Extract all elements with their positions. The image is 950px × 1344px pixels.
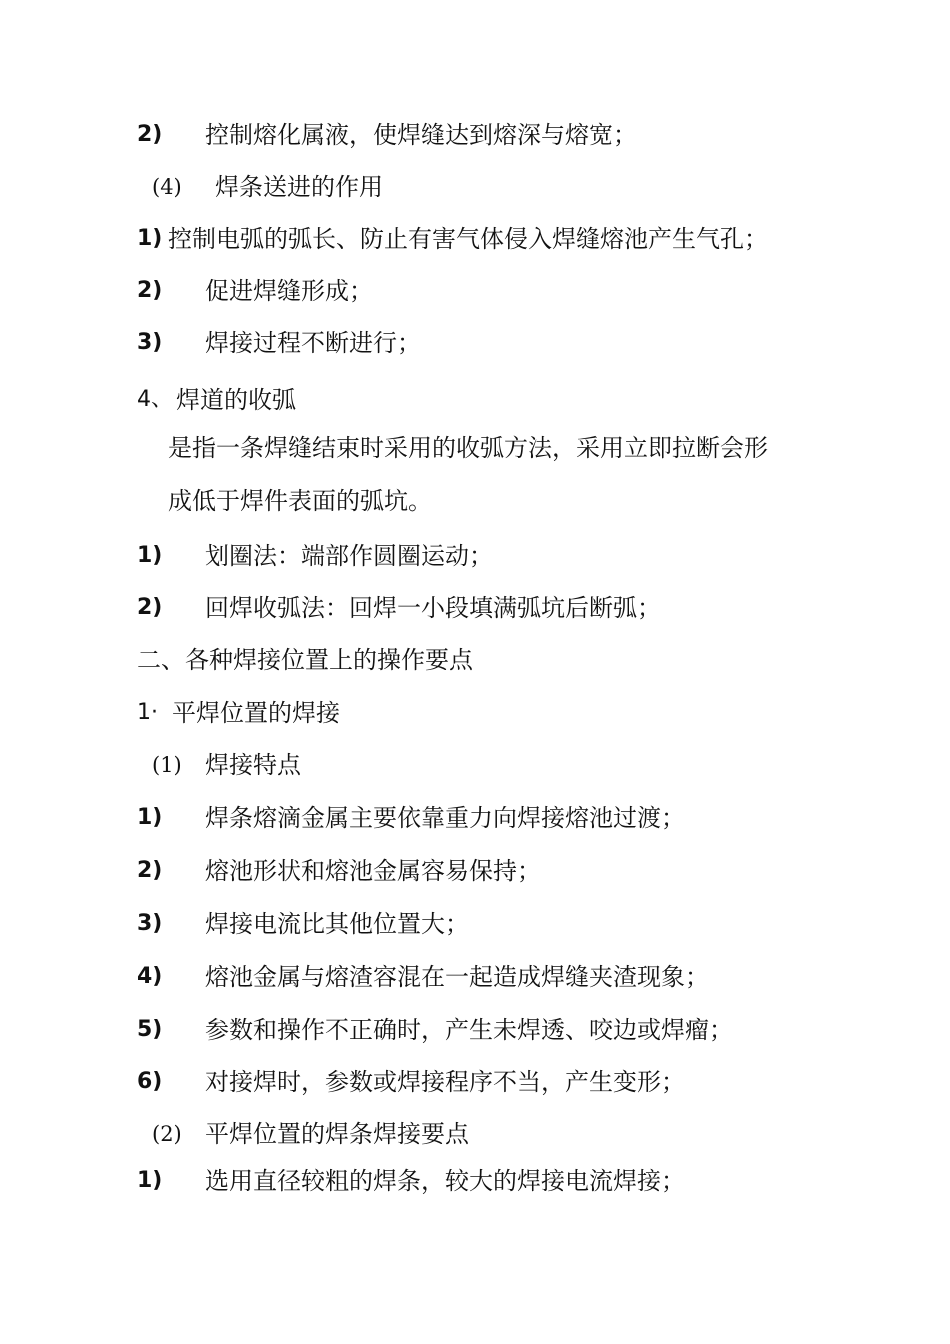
item-number: 4) <box>137 964 163 989</box>
item-text: 控制熔化属液，使焊缝达到熔深与熔宽； <box>205 121 637 149</box>
item-number: 1) <box>137 226 163 251</box>
item-number: 5) <box>137 1017 163 1042</box>
item-text: 焊接特点 <box>205 751 301 779</box>
item-number: 3) <box>137 330 163 355</box>
item-number: 1) <box>137 543 163 568</box>
item-number: 1· <box>137 700 158 725</box>
item-number: (4) <box>152 175 182 199</box>
item-text: 焊条熔滴金属主要依靠重力向焊接熔池过渡； <box>205 804 685 832</box>
item-text: 熔池形状和熔池金属容易保持； <box>205 857 541 885</box>
paragraph-text: 成低于焊件表面的弧坑。 <box>168 487 432 515</box>
item-text: 促进焊缝形成； <box>205 277 373 305</box>
paragraph-text: 是指一条焊缝结束时采用的收弧方法，采用立即拉断会形 <box>168 434 768 462</box>
item-number: 6) <box>137 1069 163 1094</box>
item-number: 1) <box>137 1168 163 1193</box>
item-text: 焊条送进的作用 <box>215 173 383 201</box>
item-number: (1) <box>152 753 182 777</box>
item-text: 控制电弧的弧长、防止有害气体侵入焊缝熔池产生气孔； <box>168 225 768 253</box>
item-text: 焊接电流比其他位置大； <box>205 910 469 938</box>
item-number: 1) <box>137 805 163 830</box>
item-text: 参数和操作不正确时，产生未焊透、咬边或焊瘤； <box>205 1016 733 1044</box>
item-text: 对接焊时，参数或焊接程序不当，产生变形； <box>205 1068 685 1096</box>
item-text: 平焊位置的焊条焊接要点 <box>205 1120 469 1148</box>
heading-text: 二、各种焊接位置上的操作要点 <box>137 646 473 674</box>
item-text: 平焊位置的焊接 <box>172 699 340 727</box>
item-text: 焊道的收弧 <box>176 386 296 414</box>
item-number: 2) <box>137 122 163 147</box>
item-text: 划圈法：端部作圆圈运动； <box>205 542 493 570</box>
item-number: 4、 <box>137 387 173 412</box>
item-number: 2) <box>137 278 163 303</box>
item-number: 3) <box>137 911 163 936</box>
item-text: 焊接过程不断进行； <box>205 329 421 357</box>
item-number: 2) <box>137 595 163 620</box>
item-text: 回焊收弧法：回焊一小段填满弧坑后断弧； <box>205 594 661 622</box>
item-text: 熔池金属与熔渣容混在一起造成焊缝夹渣现象； <box>205 963 709 991</box>
item-text: 选用直径较粗的焊条，较大的焊接电流焊接； <box>205 1167 685 1195</box>
item-number: (2) <box>152 1122 182 1146</box>
item-number: 2) <box>137 858 163 883</box>
